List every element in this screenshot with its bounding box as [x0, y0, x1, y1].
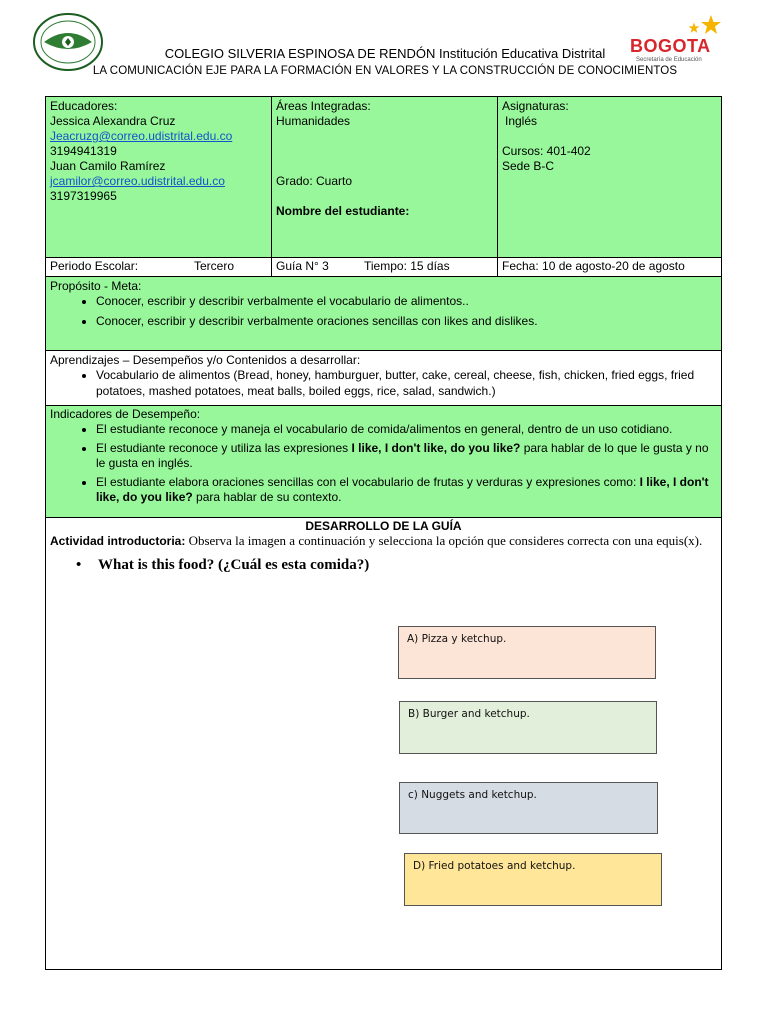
period-row — [46, 258, 721, 277]
indicadores-row — [46, 406, 721, 518]
indicador-item-3 — [96, 475, 717, 506]
proposito-item: • Conocer, escribir y describir verbalmente el vocabulario de alimentos.. — [96, 294, 717, 310]
guia-number: Guía N° 3 — [276, 259, 329, 273]
aprendizajes-title: Aprendizajes – Desempeños y/o Contenidos a desarrollar: — [50, 353, 361, 367]
option-c-label: c) Nuggets and ketchup. — [408, 789, 537, 801]
educadores-label: Educadores: — [50, 99, 118, 113]
indicador-item-1: • El estudiante reconoce y maneja el vocabulario de comida/alimentos en general, dentro de un uso cotidiano. — [96, 422, 717, 438]
indicador-2-text: El estudiante reconoce y utiliza las expresiones — [96, 440, 352, 455]
areas-value: Humanidades — [276, 114, 351, 128]
desarrollo-title: DESARROLLO DE LA GUÍA — [305, 519, 462, 533]
teacher1-phone: 3194941319 — [50, 144, 117, 158]
asignaturas-label: Asignaturas: — [502, 99, 569, 113]
proposito-title: Propósito - Meta: — [50, 279, 142, 293]
option-c[interactable] — [399, 782, 658, 834]
indicadores-list — [50, 422, 717, 506]
grado: Grado: Cuarto — [276, 174, 353, 188]
intro-text: Observa la imagen a continuación y selecciona la opción que consideres correcta con una equis(x). — [185, 533, 703, 548]
option-d-label: D) Fried potatoes and ketchup. — [413, 860, 576, 872]
proposito-item: • Conocer, escribir y describir verbalmente oraciones sencillas con likes and dislikes. — [96, 314, 717, 330]
teacher1-name: Jessica Alexandra Cruz — [50, 114, 176, 128]
indicador-3-bold: I like, I don't like, do you like? — [96, 474, 709, 504]
tiempo: Tiempo: 15 días — [364, 259, 450, 273]
period-cell — [46, 258, 272, 276]
teacher1-email-link[interactable]: Jeacruzg@correo.udistrital.edu.co — [50, 129, 233, 143]
indicador-3-text-end: para hablar de su contexto. — [192, 490, 342, 504]
student-name-label: Nombre del estudiante: — [276, 204, 410, 218]
guia-cell — [272, 258, 498, 276]
period-value: Tercero — [194, 259, 235, 273]
school-motto: LA COMUNICACIÓN EJE PARA LA FORMACIÓN EN VALORES Y LA CONSTRUCCIÓN DE CONOCIMIENTOS — [92, 65, 678, 77]
aprendizajes-row — [46, 351, 721, 406]
proposito-cell — [46, 277, 721, 350]
option-a[interactable] — [398, 626, 656, 679]
areas-label: Áreas Integradas: — [276, 99, 371, 113]
educadores-cell — [46, 97, 272, 257]
aprendizajes-cell — [46, 351, 721, 405]
guide-table — [45, 96, 722, 970]
asignaturas-value: Inglés — [505, 114, 538, 128]
bogota-logo — [630, 14, 722, 70]
small-star-icon — [688, 22, 700, 34]
bogota-subtitle: Secretaría de Educación — [636, 57, 702, 63]
areas-cell — [272, 97, 498, 257]
indicador-2-bold: I like, I don't like, do you like? — [351, 440, 521, 455]
intro-paragraph — [46, 533, 721, 549]
aprendizajes-item: • Vocabulario de alimentos (Bread, honey, hamburguer, butter, cake, cereal, cheese, fish, chicken, fried eggs, fried potatoes, mashed potatoes, meat balls, boiled eggs, rice, salad, sandwich.) — [96, 368, 717, 399]
star-icon — [700, 14, 722, 36]
indicadores-cell — [46, 406, 721, 517]
asignaturas-cell — [498, 97, 721, 257]
period-label: Periodo Escolar: — [50, 259, 139, 273]
indicadores-title: Indicadores de Desempeño: — [50, 407, 201, 421]
fecha-cell — [498, 258, 721, 276]
info-row — [46, 97, 721, 258]
indicador-3-text: El estudiante elabora oraciones sencillas con el vocabulario de frutas y verduras y expresiones como: — [96, 474, 640, 489]
option-d[interactable] — [404, 853, 662, 906]
desarrollo-section — [46, 518, 721, 969]
indicador-2-text-end: para hablar de lo que le gusta y no le gusta en inglés. — [96, 440, 709, 470]
question-text: What is this food? (¿Cuál es esta comida?) — [98, 557, 370, 573]
school-name: COLEGIO SILVERIA ESPINOSA DE RENDÓN Institución Educativa Distrital — [164, 46, 606, 61]
aprendizajes-list — [50, 368, 717, 399]
school-seal-icon — [32, 12, 104, 72]
option-a-label: A) Pizza y ketchup. — [407, 633, 507, 645]
indicador-item-2 — [96, 441, 717, 472]
cursos: Cursos: 401-402 — [502, 144, 591, 158]
proposito-list — [50, 294, 717, 329]
page-header — [0, 0, 768, 96]
proposito-row — [46, 277, 721, 351]
fecha: Fecha: 10 de agosto-20 de agosto — [502, 259, 685, 273]
intro-label: Actividad introductoria: — [50, 534, 186, 548]
sede: Sede B-C — [502, 159, 555, 173]
option-b-label: B) Burger and ketchup. — [408, 708, 530, 720]
teacher2-email-link[interactable]: jcamilor@correo.udistrital.edu.co — [50, 174, 225, 188]
teacher2-phone: 3197319965 — [50, 189, 117, 203]
option-b[interactable] — [399, 701, 657, 754]
bogota-wordmark: BOGOTA — [630, 36, 711, 56]
question: • What is this food? (¿Cuál es esta comida?) — [76, 557, 370, 573]
teacher2-name: Juan Camilo Ramírez — [50, 159, 166, 173]
